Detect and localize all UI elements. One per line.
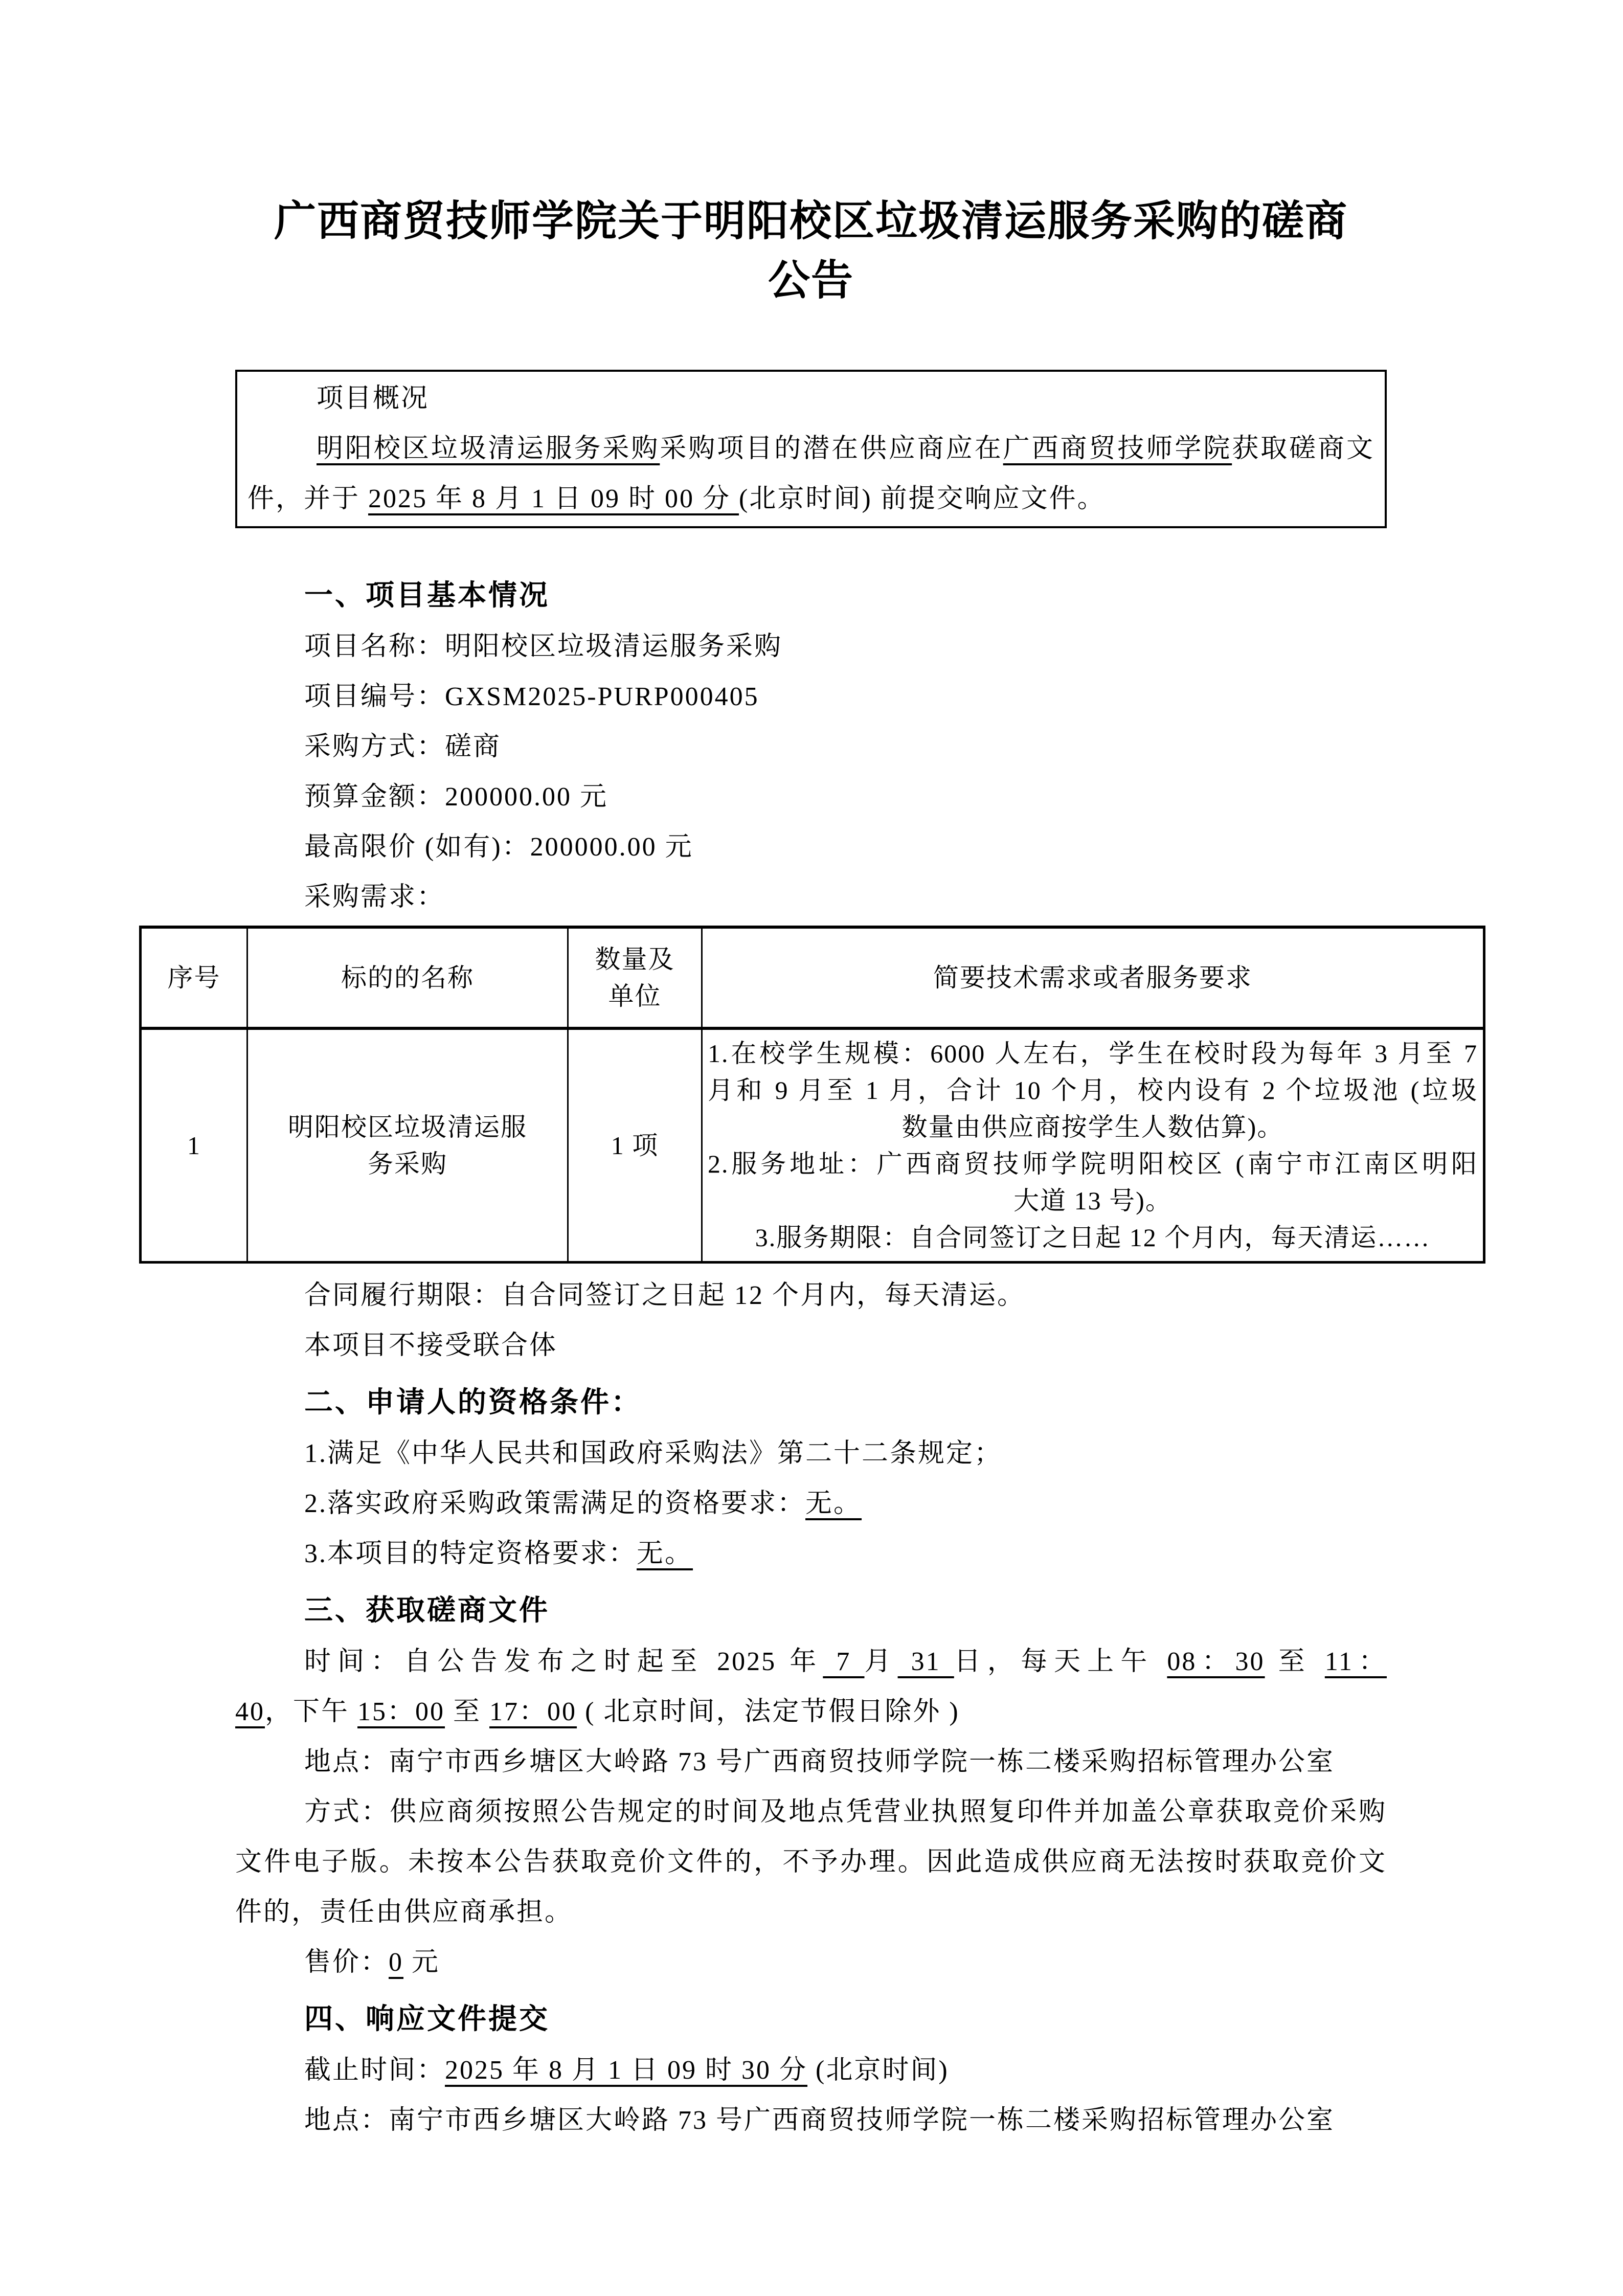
qualification-item-3: [235, 1529, 1387, 1579]
requirement-line-2: 月和 9 月至 1 月，合计 10 个月，校内设有 2 个垃圾池 (垃圾: [708, 1076, 1478, 1105]
header-quantity-unit-line1: 数量及: [595, 945, 675, 974]
overview-text-1: 采购项目的潜在供应商应在: [660, 434, 1003, 463]
section1-heading: 一、项目基本情况: [304, 579, 550, 611]
requirements-table: [139, 926, 1485, 1264]
time-text-5: ，下午: [265, 1697, 358, 1726]
page-title: [235, 192, 1387, 310]
qualification-item-2: [235, 1479, 1387, 1529]
time-text-1: 时间：自公告发布之时起至 2025 年: [304, 1647, 823, 1676]
header-requirements: 简要技术需求或者服务要求: [702, 927, 1484, 1028]
page-title-line1: 广西商贸技师学院关于明阳校区垃圾清运服务采购的磋商: [274, 198, 1348, 244]
time-month-underlined: 7: [823, 1647, 865, 1676]
time-morning-start-underlined: 08：30: [1167, 1647, 1265, 1676]
header-quantity-unit-line2: 单位: [608, 982, 662, 1010]
obtain-method-line3: 件的，责任由供应商承担。: [235, 1898, 573, 1927]
page-title-line2: 公告: [768, 257, 854, 304]
cell-serial-number: 1: [141, 1028, 247, 1263]
time-afternoon-end-underlined: 17：00: [489, 1697, 577, 1726]
time-day-underlined: 31: [897, 1647, 954, 1676]
max-price-line: 最高限价 (如有)：200000.00 元: [304, 832, 693, 862]
price-value-underlined: 0: [389, 1948, 404, 1977]
deadline-suffix: (北京时间): [807, 2056, 949, 2085]
time-text-3: 日，每天上午: [954, 1647, 1167, 1676]
submit-place-line: 地点：南宁市西乡塘区大岭路 73 号广西商贸技师学院一栋二楼采购招标管理办公室: [304, 2106, 1335, 2135]
section3-heading: 三、获取磋商文件: [304, 1594, 550, 1626]
time-morning-end-underlined-part1: 11：: [1324, 1647, 1387, 1676]
project-number-line: 项目编号：GXSM2025-PURP000405: [304, 682, 759, 711]
obtain-method-line2: 文件电子版。未按本公告获取竞价文件的，不予办理。因此造成供应商无法按时获取竞价文: [235, 1848, 1387, 1877]
cell-subject-name: [247, 1028, 568, 1263]
time-text-6: 至: [445, 1697, 490, 1726]
table-data-row: [141, 1028, 1484, 1263]
requirement-line-5: 大道 13 号)。: [1013, 1186, 1172, 1215]
procurement-method-line: 采购方式：磋商: [304, 732, 502, 761]
requirement-line-1: 1.在校学生规模：6000 人左右，学生在校时段为每年 3 月至 7: [708, 1039, 1478, 1068]
overview-text-2: 获取磋商文: [1232, 434, 1374, 463]
obtain-place-line: 地点：南宁市西乡塘区大岭路 73 号广西商贸技师学院一栋二楼采购招标管理办公室: [304, 1747, 1335, 1776]
overview-paragraph-line2: [247, 474, 1374, 524]
section4-heading: 四、响应文件提交: [304, 2002, 550, 2035]
submit-deadline-underlined: 2025 年 8 月 1 日 09 时 00 分: [368, 484, 739, 513]
cell-subject-name-line2: 务采购: [368, 1150, 447, 1178]
table-header-row: [141, 927, 1484, 1028]
time-text-4: 至: [1265, 1647, 1325, 1676]
section2-heading: 二、申请人的资格条件：: [304, 1386, 642, 1418]
time-text-7: ( 北京时间，法定节假日除外 ): [577, 1697, 960, 1726]
requirement-line-6: 3.服务期限：自合同签订之日起 12 个月内，每天清运……: [755, 1223, 1431, 1252]
budget-amount-line: 预算金额：200000.00 元: [304, 782, 608, 812]
project-overview-box: [235, 370, 1387, 528]
deadline-value-underlined: 2025 年 8 月 1 日 09 时 30 分: [445, 2056, 808, 2085]
project-name-underlined: 明阳校区垃圾清运服务采购: [317, 434, 660, 463]
qualification-item-2-label: 2.落实政府采购政策需满足的资格要求：: [304, 1489, 806, 1518]
obtain-time-line2: [235, 1687, 1387, 1737]
cell-subject-name-line1: 明阳校区垃圾清运服: [288, 1113, 527, 1141]
time-text-2: 月: [864, 1647, 898, 1676]
price-label: 售价：: [304, 1948, 389, 1977]
overview-heading: 项目概况: [317, 384, 430, 413]
requirement-line-4: 2.服务地址：广西商贸技师学院明阳校区 (南宁市江南区明阳: [708, 1150, 1478, 1178]
header-serial-number: 序号: [141, 927, 247, 1028]
price-line: [235, 1938, 1387, 1988]
time-afternoon-start-underlined: 15：00: [357, 1697, 445, 1726]
deadline-line: [235, 2045, 1387, 2096]
header-subject-name: 标的的名称: [247, 927, 568, 1028]
qualification-item-3-value-underlined: 无。: [637, 1539, 693, 1568]
procurement-demand-line: 采购需求：: [304, 883, 445, 912]
qualification-item-1: 1.满足《中华人民共和国政府采购法》第二十二条规定；: [304, 1439, 1003, 1468]
qualification-item-2-value-underlined: 无。: [805, 1489, 862, 1518]
time-morning-end-underlined-part2: 40: [235, 1697, 265, 1726]
header-quantity-unit: [568, 927, 702, 1028]
overview-text-3: 件，并于: [247, 484, 369, 513]
cell-requirements: [702, 1028, 1484, 1263]
obtain-method-line1: 方式：供应商须按照公告规定的时间及地点凭营业执照复印件并加盖公章获取竞价采购: [304, 1797, 1387, 1827]
price-suffix: 元: [403, 1948, 440, 1977]
cell-quantity: 1 项: [568, 1028, 702, 1263]
project-name-line: 项目名称：明阳校区垃圾清运服务采购: [304, 632, 783, 661]
contract-period-line: 合同履行期限：自合同签订之日起 12 个月内，每天清运。: [304, 1281, 1026, 1310]
no-consortium-line: 本项目不接受联合体: [304, 1331, 558, 1360]
obtain-time-line1: [235, 1637, 1387, 1687]
requirement-line-3: 数量由供应商按学生人数估算)。: [901, 1113, 1284, 1141]
overview-text-4: (北京时间) 前提交响应文件。: [739, 484, 1106, 513]
purchaser-name-underlined: 广西商贸技师学院: [1003, 434, 1232, 463]
deadline-label: 截止时间：: [304, 2056, 445, 2085]
qualification-item-3-label: 3.本项目的特定资格要求：: [304, 1539, 637, 1568]
overview-paragraph-line1: [247, 424, 1374, 474]
